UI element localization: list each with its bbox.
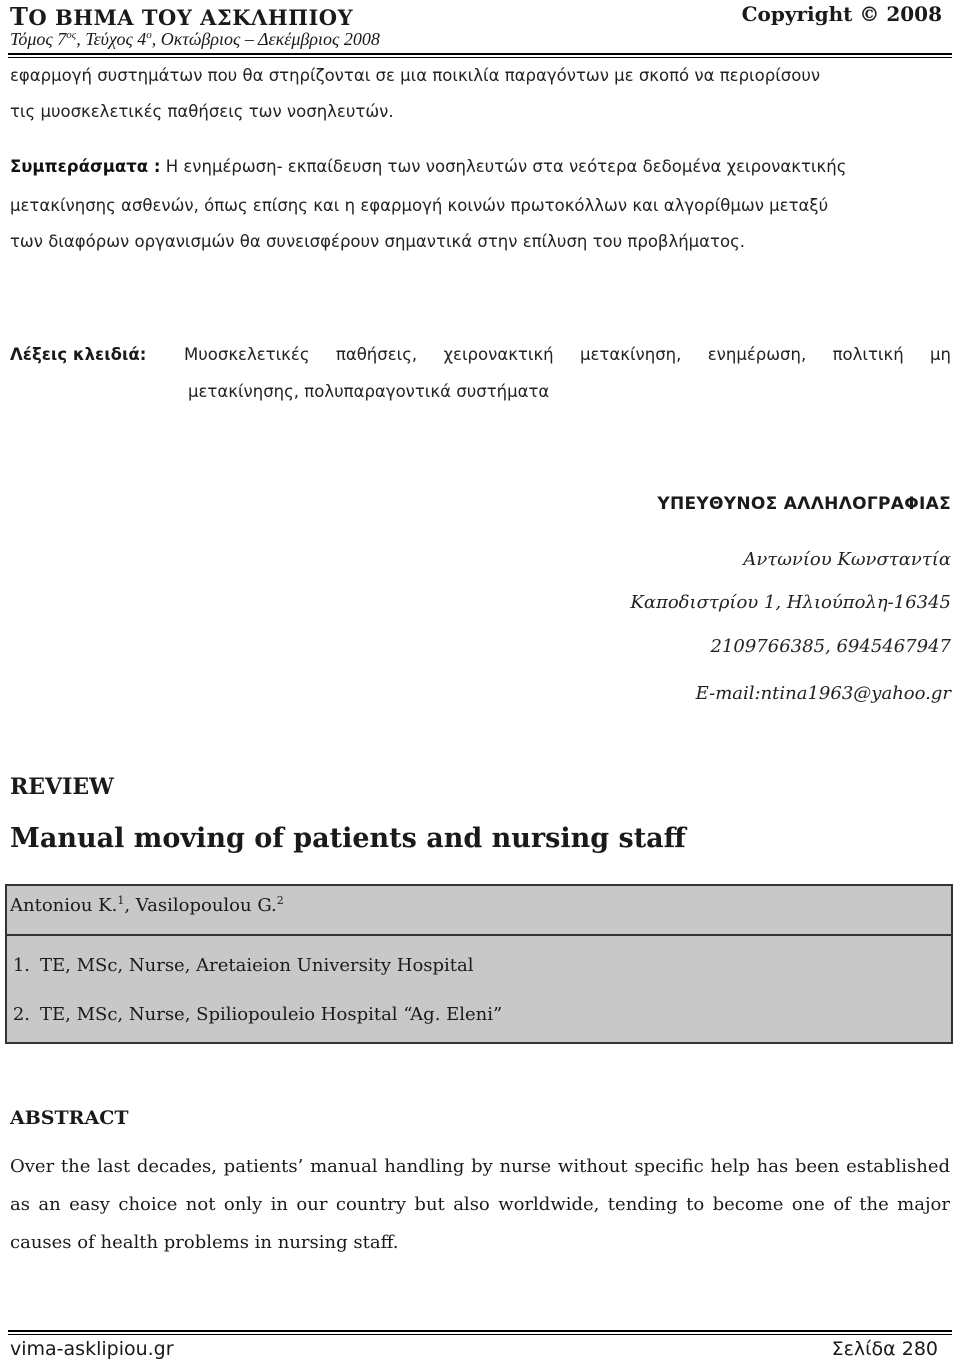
- issue-label: , Τεύχος 4: [76, 29, 147, 49]
- author-2-affiliation: 2: [276, 894, 284, 907]
- issue-suffix: ο: [146, 29, 152, 41]
- author-1: Antoniou K.: [10, 895, 118, 916]
- conclusions-line-1: [10, 157, 846, 176]
- conclusions-label: Συμπεράσματα :: [10, 157, 161, 176]
- footer-page-number: Σελίδα 280: [831, 1338, 938, 1360]
- abstract-title: ABSTRACT: [10, 1107, 129, 1129]
- correspondence-title: ΥΠΕΥΘΥΝΟΣ ΑΛΛΗΛΟΓΡΑΦΙΑΣ: [657, 494, 951, 514]
- conclusions-line-3: των διαφόρων οργανισμών θα συνεισφέρουν σημαντικά στην επίλυση του προβλήματος.: [10, 232, 746, 251]
- correspondence-email: E-mail:ntina1963@yahoo.gr: [695, 683, 951, 704]
- authors-separator: [5, 934, 953, 936]
- affiliation-2-number: 2.: [12, 1004, 30, 1025]
- author-2: , Vasilopoulou G.: [124, 895, 277, 916]
- issue-info: [10, 29, 380, 50]
- body-line-2: τις μυοσκελετικές παθήσεις των νοσηλευτών.: [10, 102, 394, 121]
- journal-title-initial: Τ: [10, 2, 29, 31]
- affiliation-1: [4, 955, 474, 976]
- keywords-line-1: Μυοσκελετικές παθήσεις, χειρονακτική μετακίνηση, ενημέρωση, πολιτική μη: [184, 345, 951, 364]
- journal-title-rest: Ο ΒΗΜΑ ΤΟΥ ΑΣΚΛΗΠΙΟΥ: [28, 5, 354, 30]
- correspondence-name: Αντωνίου Κωνσταντία: [743, 549, 951, 570]
- conclusions-text-1: Η ενημέρωση- εκπαίδευση των νοσηλευτών στα νεότερα δεδομένα χειρονακτικής: [160, 157, 847, 176]
- author-1-affiliation: 1: [117, 894, 125, 907]
- period-label: , Οκτώβριος – Δεκέμβριος 2008: [151, 29, 380, 49]
- correspondence-address: Καποδιστρίου 1, Ηλιούπολη-16345: [630, 592, 951, 613]
- volume-label: Τόμος 7: [10, 29, 67, 49]
- journal-title: [10, 2, 353, 31]
- abstract-line-1: Over the last decades, patients’ manual handling by nurse without specific help has been established: [10, 1156, 950, 1177]
- conclusions-line-2: μετακίνησης ασθενών, όπως επίσης και η εφαρμογή κοινών πρωτοκόλλων και αλγορίθμων μεταξύ: [10, 196, 829, 215]
- footer-rule-thin: [8, 1334, 952, 1335]
- keywords-line-2: μετακίνησης, πολυπαραγοντικά συστήματα: [188, 382, 550, 401]
- abstract-line-3: causes of health problems in nursing staff.: [10, 1232, 399, 1253]
- article-title: Manual moving of patients and nursing staff: [10, 823, 686, 854]
- copyright-notice: Copyright © 2008: [741, 2, 942, 26]
- affiliation-2-text: TE, MSc, Nurse, Spiliopouleio Hospital “Ag. Eleni”: [40, 1004, 503, 1025]
- correspondence-phones: 2109766385, 6945467947: [710, 636, 951, 657]
- header-rule-thin: [8, 57, 952, 58]
- authors-line: [10, 894, 284, 916]
- affiliation-1-text: TE, MSc, Nurse, Aretaieion University Hospital: [40, 955, 474, 976]
- abstract-line-2: as an easy choice not only in our country but also worldwide, tending to become one of the major: [10, 1194, 950, 1215]
- footer-rule-thick: [8, 1330, 952, 1332]
- affiliation-1-number: 1.: [12, 955, 30, 976]
- affiliation-2: [4, 1004, 502, 1025]
- body-line-1: εφαρμογή συστημάτων που θα στηρίζονται σε μια ποικιλία παραγόντων με σκοπό να περιορίσουν: [10, 66, 821, 85]
- header-rule-thick: [8, 53, 952, 55]
- footer-site: vima-asklipiou.gr: [10, 1338, 174, 1360]
- section-label: REVIEW: [10, 774, 114, 800]
- keywords-label: Λέξεις κλειδιά:: [10, 345, 147, 364]
- volume-suffix: ος: [66, 29, 77, 41]
